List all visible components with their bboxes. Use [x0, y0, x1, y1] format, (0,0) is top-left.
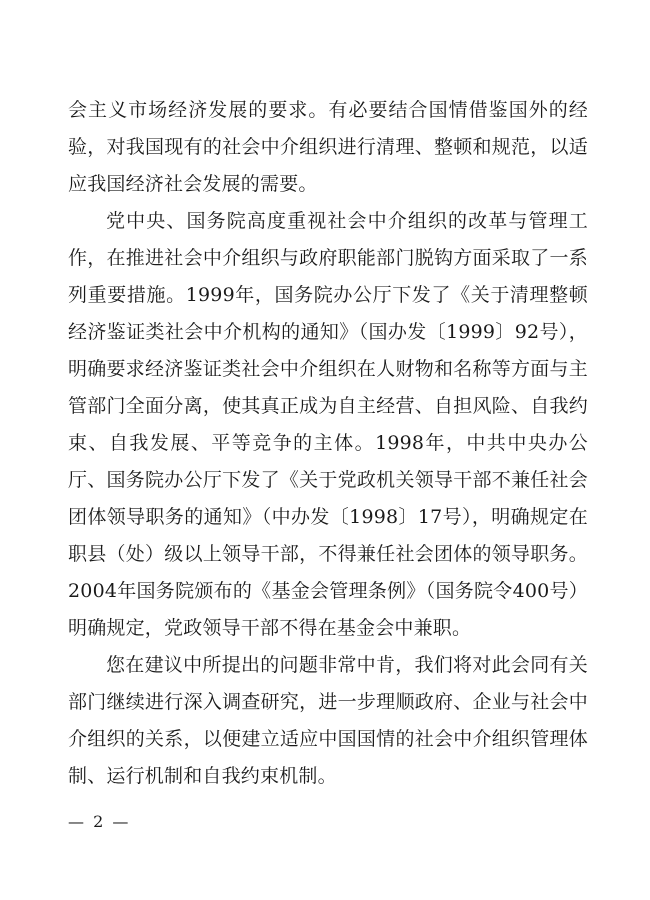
document-body	[68, 92, 588, 795]
paragraph-reform-measures: 党中央、国务院高度重视社会中介组织的改革与管理工作，在推进社会中介组织与政府职能部门脱钩方面采取了一系列重要措施。1999年，国务院办公厅下发了《关于清理整顿经济鉴证类社会中介机构的通知》（国办发〔1999〕92号），明确要求经济鉴证类社会中介组织在人财物和名称等方面与主管部门全面分离，使其真正成为自主经营、自担风险、自我约束、自我发展、平等竞争的主体。1998年，中共中央办公厅、国务院办公厅下发了《关于党政机关领导干部不兼任社会团体领导职务的通知》（中办发〔1998〕17号），明确规定在职县（处）级以上领导干部，不得兼任社会团体的领导职务。2004年国务院颁布的《基金会管理条例》（国务院令400号）明确规定，党政领导干部不得在基金会中兼职。	[68, 210, 588, 639]
page-number: — 2 —	[68, 812, 131, 831]
paragraph-continuation: 会主义市场经济发展的要求。有必要结合国情借鉴国外的经验，对我国现有的社会中介组织进行清理、整顿和规范，以适应我国经济社会发展的需要。	[68, 99, 588, 195]
paragraph-closing-reply: 您在建议中所提出的问题非常中肯，我们将对此会同有关部门继续进行深入调查研究，进一步理顺政府、企业与社会中介组织的关系，以便建立适应中国国情的社会中介组织管理体制、运行机制和自我约束机制。	[68, 654, 588, 787]
